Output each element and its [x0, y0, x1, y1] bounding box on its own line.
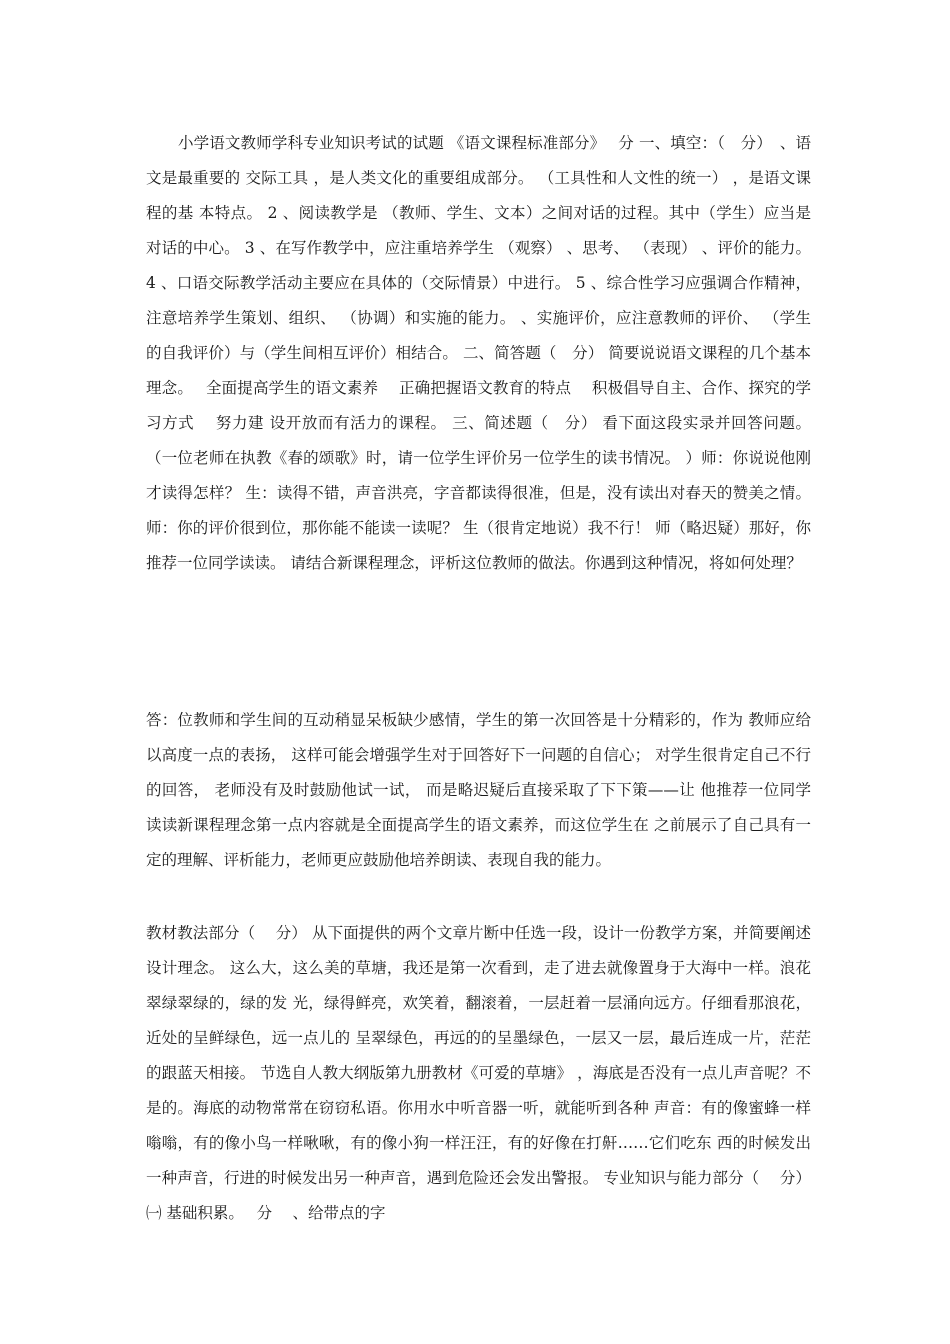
teaching-method-paragraph: 教材教法部分（ 分） 从下面提供的两个文章片断中任选一段，设计一份教学方案，并简要阐述设计理念。 这么大，这么美的草塘，我还是第一次看到，走了进去就像置身于大海中一样。浪花翠绿翠绿的，绿的发 光，绿得鲜亮，欢笑着，翻滚着，一层赶着一层涌向远方。仔细看那浪花，近处的呈鲜绿色，远一点儿的 呈翠绿色，再远的的呈墨绿色，一层又一层，最后连成一片，茫茫的跟蓝天相接。 节选自人教大纲版第九册教材《可爱的草塘》 ，海底是否没有一点儿声音呢？不是的。海底的动物常常在窃窃私语。你用水中听音器一听，就能听到各种 声音：有的像蜜蜂一样嗡嗡，有的像小鸟一样啾啾，有的像小狗一样汪汪，有的好像在打鼾……它们吃东 西的时候发出一种声音，行进的时候发出另一种声音，遇到危险还会发出警报。 专业知识与能力部分（ 分） ㈠ 基础积累。 分 、给带点的字 — [146, 924, 811, 1222]
answer-paragraph: 答：位教师和学生间的互动稍显呆板缺少感情，学生的第一次回答是十分精彩的，作为 教师应给以高度一点的表扬， 这样可能会增强学生对于回答好下一问题的自信心； 对学生很肯定自己不行的回答， 老师没有及时鼓励他试一试， 而是略迟疑后直接采取了下下策——让 他推荐一位同学读读新课程理念第一点内容就是全面提高学生的语文素养，而这位学生在 之前展示了自己具有一定的理解、评析能力，老师更应鼓励他培养朗读、表现自我的能力。 — [146, 711, 811, 869]
exam-paragraph-1: 小学语文教师学科专业知识考试的试题 《语文课程标准部分》 分 一、填空：（ 分） 、语文是最重要的 交际工具 ，是人类文化的重要组成部分。 （工具性和人文性的统一） ，是语文课程的基 本特点。 2 、阅读教学是 （教师、学生、文本）之间对话的过程。其中（学生）应当是对话的中心。 3 、在写作教学中，应注重培养学生 （观察） 、思考、 （表现） 、评价的能力。 4 、口语交际教学活动主要应在具体的（交际情景）中进行。 5 、综合性学习应强调合作精神，注意培养学生策划、组织、 （协调）和实施的能力。 、实施评价，应注意教师的评价、 （学生的自我评价）与（学生间相互评价）相结合。 二、简答题（ 分） 简要说说语文课程的几个基本理念。 全面提高学生的语文素养 正确把握语文教育的特点 积极倡导自主、合作、探究的学习方式 努力建 设开放而有活力的课程。 三、简述题（ 分） 看下面这段实录并回答问题。 （一位老师在执教《春的颂歌》时，请一位学生评价另一位学生的读书情况。 ）师：你说说他刚才读得怎样？ 生：读得不错，声音洪亮，字音都读得很准，但是，没有读出对春天的赞美之情。 师：你的评价很到位，那你能不能读一读呢？ 生（很肯定地说）我不行！ 师（略迟疑）那好，你推荐一位同学读读。 请结合新课程理念，评析这位教师的做法。你遇到这种情况，将如何处理？ — [146, 134, 811, 572]
